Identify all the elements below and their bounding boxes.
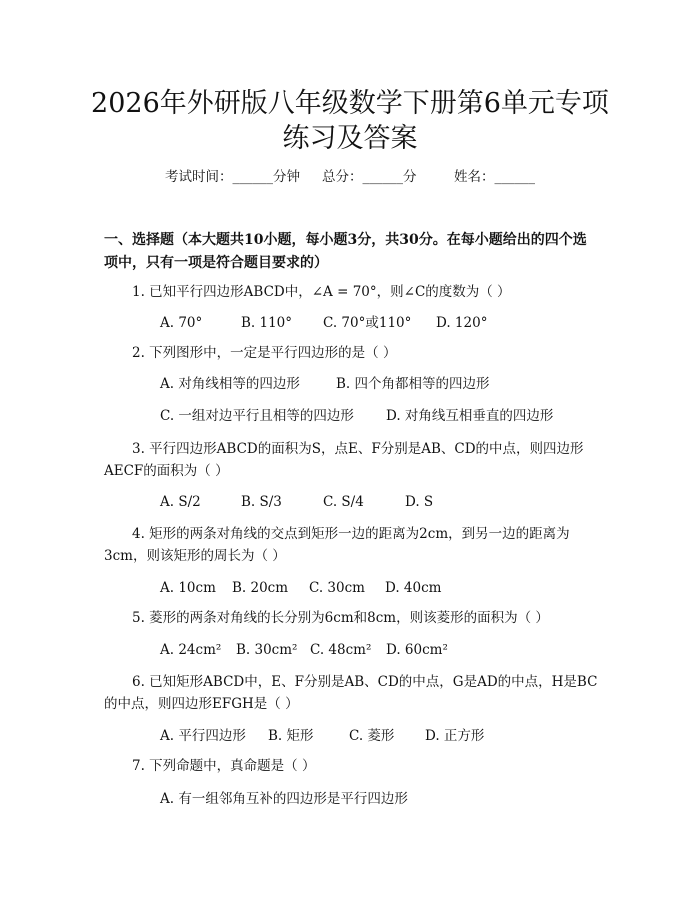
- question-stem: 4. 矩形的两条对角线的交点到矩形一边的距离为2cm，到另一边的距离为: [132, 526, 570, 542]
- option: A. 有一组邻角互补的四边形是平行四边形: [160, 791, 408, 807]
- section-heading: 一、选择题（本大题共10小题，每小题3分，共30分。在每小题给出的四个选: [104, 232, 587, 248]
- question-stem-cont: 的中点，则四边形EFGH是（ ）: [104, 696, 299, 712]
- question-stem: 3. 平行四边形ABCD的面积为S，点E、F分别是AB、CD的中点，则四边形: [132, 441, 584, 457]
- question-stem-cont: AECF的面积为（ ）: [104, 463, 229, 479]
- option: C. 48cm²: [310, 642, 372, 658]
- total-score-field: 总分：______分: [322, 169, 417, 185]
- option: D. S: [405, 494, 434, 510]
- option: A. S/2: [160, 494, 201, 510]
- question-stem: 7. 下列命题中，真命题是（ ）: [132, 758, 316, 774]
- question-stem: 6. 已知矩形ABCD中，E、F分别是AB、CD的中点，G是AD的中点，H是BC: [132, 674, 598, 690]
- option: B. 110°: [241, 315, 293, 331]
- option: A. 10cm: [160, 580, 216, 596]
- option: C. 菱形: [349, 728, 395, 744]
- option: A. 平行四边形: [160, 728, 246, 744]
- question-stem: 2. 下列图形中，一定是平行四边形的是（ ）: [132, 345, 397, 361]
- question-stem: 1. 已知平行四边形ABCD中，∠A = 70°，则∠C的度数为（ ）: [132, 284, 511, 300]
- section-heading-line2: 项中，只有一项是符合题目要求的）: [104, 255, 328, 271]
- exam-time-field: 考试时间：______分钟: [165, 169, 300, 185]
- option: C. 70°或110°: [323, 315, 412, 331]
- page-title: 2026年外研版八年级数学下册第6单元专项: [91, 88, 609, 119]
- option: D. 60cm²: [386, 642, 448, 658]
- option: B. S/3: [241, 494, 282, 510]
- option: C. 30cm: [309, 580, 365, 596]
- student-name-field: 姓名：______: [454, 169, 535, 185]
- option: B. 20cm: [232, 580, 289, 596]
- question-stem-cont: 3cm，则该矩形的周长为（ ）: [104, 548, 286, 564]
- option: D. 正方形: [425, 728, 485, 744]
- option: A. 对角线相等的四边形: [160, 376, 300, 392]
- option: B. 四个角都相等的四边形: [336, 376, 490, 392]
- option: D. 120°: [436, 315, 488, 331]
- option: B. 矩形: [268, 728, 314, 744]
- option: D. 40cm: [385, 580, 442, 596]
- option: A. 24cm²: [160, 642, 222, 658]
- option: B. 30cm²: [236, 642, 298, 658]
- option: A. 70°: [160, 315, 203, 331]
- option: D. 对角线互相垂直的四边形: [386, 408, 554, 424]
- page-title-line2: 练习及答案: [282, 123, 418, 154]
- option: C. S/4: [323, 494, 364, 510]
- question-stem: 5. 菱形的两条对角线的长分别为6cm和8cm，则该菱形的面积为（ ）: [132, 610, 549, 626]
- option: C. 一组对边平行且相等的四边形: [160, 408, 354, 424]
